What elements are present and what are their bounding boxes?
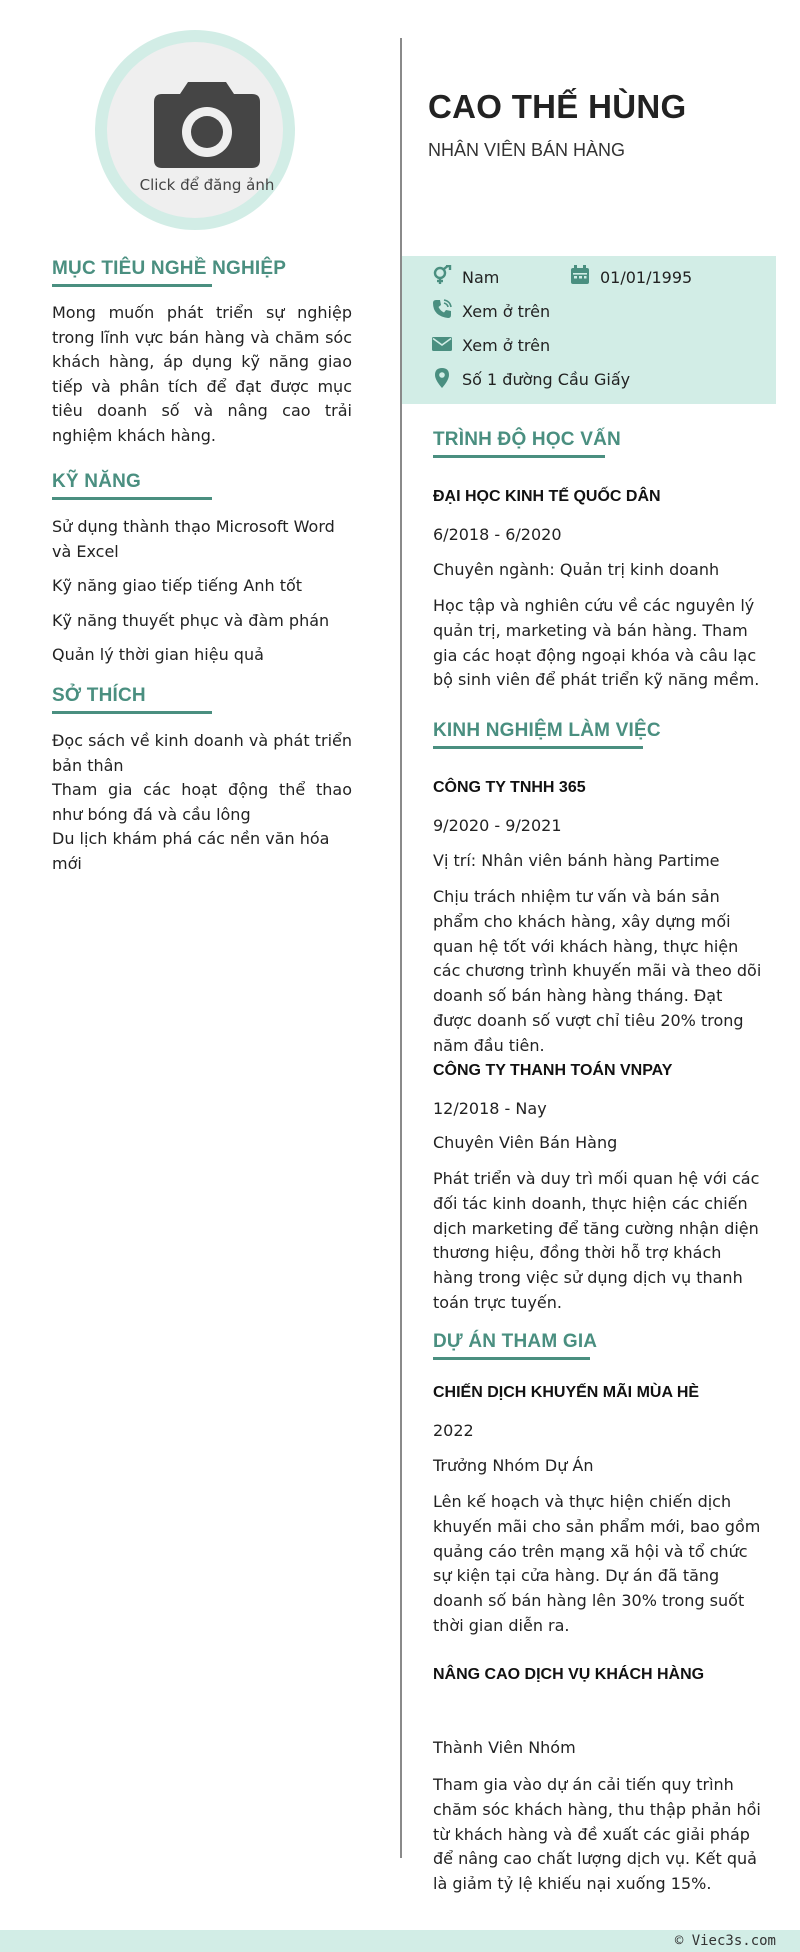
project-year: 2022 [433,1421,474,1440]
hobby-item: Đọc sách về kinh doanh và phát triển bản thân [52,731,352,775]
experience-role: Vị trí: Nhân viên bánh hàng Partime [433,851,720,870]
skill-item: Kỹ năng giao tiếp tiếng Anh tốt [52,576,303,595]
phone-icon [432,299,452,319]
hobbies-underline [52,711,212,714]
contact-birthday: 01/01/1995 [600,268,693,287]
skill-item: Kỹ năng thuyết phục và đàm phán [52,611,330,630]
project-name: CHIẾN DỊCH KHUYẾN MÃI MÙA HÈ [433,1384,700,1401]
experience-description: Phát triển và duy trì mối quan hệ với các đối tác kinh doanh, thực hiện các chiến dịch marketing để tăng cường nhận diện thương hiệu, đồng thời hỗ trợ khách hàng trong việc sử dụng dịch vụ thanh toán trực tuyến. [433,1169,760,1312]
contact-address: Số 1 đường Cầu Giấy [462,370,631,389]
avatar-upload[interactable] [95,30,295,230]
avatar-placeholder [107,42,283,218]
contact-phone: Xem ở trên [462,302,551,321]
project-role: Trưởng Nhóm Dự Án [433,1456,594,1475]
education-underline [433,455,605,458]
hobbies-title: SỞ THÍCH [52,685,146,706]
objective-text: Mong muốn phát triển sự nghiệp trong lĩnh vực bán hàng và chăm sóc khách hàng, áp dụng kỹ năng giao tiếp và phân tích để đạt được mục tiêu doanh số và nâng cao trải nghiệm khách hàng. [52,303,352,445]
experience-underline [433,746,643,749]
location-pin-icon [432,368,452,388]
hobby-item: Du lịch khám phá các nền văn hóa mới [52,829,330,873]
project-name: NÂNG CAO DỊCH VỤ KHÁCH HÀNG [433,1666,705,1683]
education-school: ĐẠI HỌC KINH TẾ QUỐC DÂN [433,488,661,505]
experience-period: 9/2020 - 9/2021 [433,816,562,835]
skills-underline [52,497,212,500]
email-icon [432,334,452,354]
skill-item: Sử dụng thành thạo Microsoft Word và Excel [52,517,335,561]
projects-underline [433,1357,590,1360]
education-title: TRÌNH ĐỘ HỌC VẤN [433,429,621,450]
experience-description: Chịu trách nhiệm tư vấn và bán sản phẩm cho khách hàng, xây dựng mối quan hệ tốt với khách hàng, thực hiện các chương trình khuyến mãi và theo dõi doanh số bán hàng hàng tháng. Đạt được doanh số vượt chỉ tiêu 20% trong năm đầu tiên. [433,887,762,1055]
experience-period: 12/2018 - Nay [433,1099,547,1118]
education-description: Học tập và nghiên cứu về các nguyên lý quản trị, marketing và bán hàng. Tham gia các hoạt động ngoại khóa và câu lạc bộ sinh viên để phát triển kỹ năng mềm. [433,596,760,690]
footer-copyright[interactable]: © Viec3s.com [674,1933,776,1949]
avatar-upload-label: Click để đăng ảnh [139,176,275,194]
experience-role: Chuyên Viên Bán Hàng [433,1133,618,1152]
candidate-position: NHÂN VIÊN BÁN HÀNG [428,140,626,160]
education-period: 6/2018 - 6/2020 [433,525,562,544]
objective-title: MỤC TIÊU NGHỀ NGHIỆP [52,258,287,279]
project-description: Lên kế hoạch và thực hiện chiến dịch khuyến mãi cho sản phẩm mới, bao gồm quảng cáo trên mạng xã hội và tổ chức sự kiện tại cửa hàng. Dự án đã tăng doanh số bán hàng lên 30% trong suốt thời gian diễn ra. [433,1492,761,1635]
education-major: Chuyên ngành: Quản trị kinh doanh [433,560,720,579]
skill-item: Quản lý thời gian hiệu quả [52,645,264,664]
skills-title: KỸ NĂNG [52,471,142,492]
calendar-icon [570,265,590,285]
project-description: Tham gia vào dự án cải tiến quy trình chăm sóc khách hàng, thu thập phản hồi từ khách hàng và đề xuất các giải pháp để nâng cao chất lượng dịch vụ. Kết quả là giảm tỷ lệ khiếu nại xuống 15%. [433,1775,761,1894]
experience-company: CÔNG TY THANH TOÁN VNPAY [433,1062,673,1079]
candidate-name: CAO THẾ HÙNG [428,88,687,125]
contact-gender: Nam [462,268,500,287]
project-role: Thành Viên Nhóm [433,1738,576,1757]
gender-icon [432,265,452,285]
footer-bar [0,1930,800,1952]
objective-underline [52,284,212,287]
camera-icon [152,78,262,168]
hobby-item: Tham gia các hoạt động thể thao như bóng đá và cầu lông [52,780,352,824]
contact-box [402,256,776,404]
contact-email: Xem ở trên [462,336,551,355]
experience-title: KINH NGHIỆM LÀM VIỆC [433,720,661,741]
experience-company: CÔNG TY TNHH 365 [433,779,586,796]
projects-title: DỰ ÁN THAM GIA [433,1331,598,1352]
